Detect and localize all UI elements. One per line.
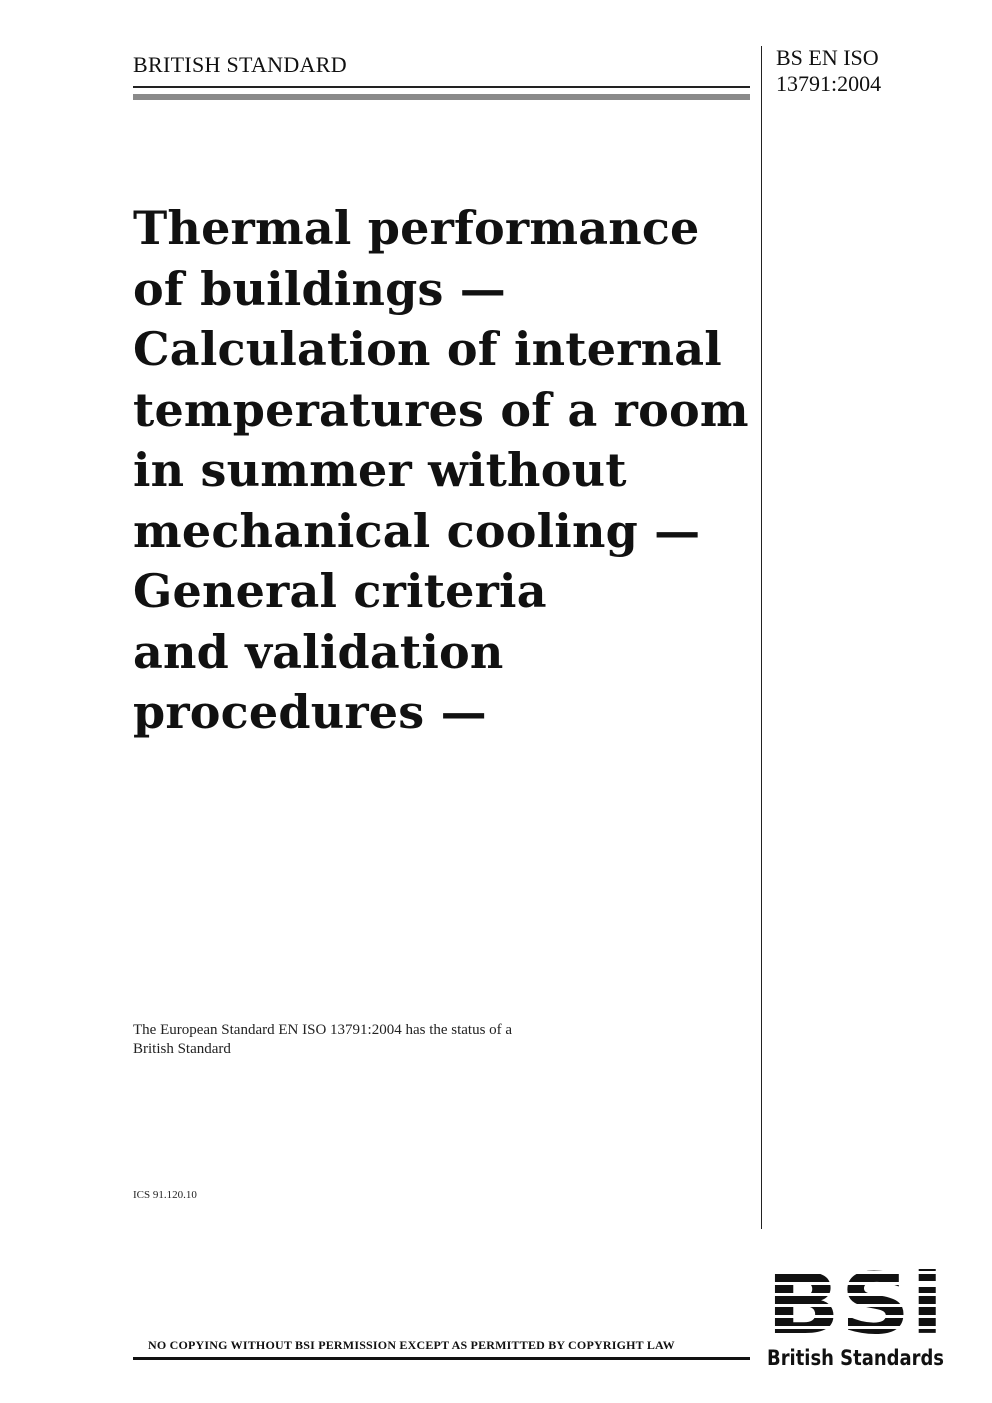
title-line: temperatures of a room — [133, 382, 749, 437]
status-note — [133, 1021, 512, 1059]
ics-code: ICS 91.120.10 — [133, 1189, 197, 1201]
header-divider — [133, 86, 750, 102]
document-number-line-1: BS EN ISO — [776, 45, 879, 70]
bsi-logo — [766, 1263, 946, 1373]
title-line: and validation — [133, 624, 504, 679]
footer-divider — [133, 1357, 750, 1360]
document-number — [776, 45, 881, 97]
title-line: of buildings — — [133, 261, 507, 316]
status-note-line-2: British Standard — [133, 1041, 231, 1057]
title-line: Calculation of internal — [133, 322, 722, 376]
standard-type-label: BRITISH STANDARD — [133, 52, 347, 77]
status-note-line-1: The European Standard EN ISO 13791:2004 has the status of a — [133, 1022, 513, 1038]
copyright-notice: NO COPYING WITHOUT BSI PERMISSION EXCEPT AS PERMITTED BY COPYRIGHT LAW — [148, 1338, 675, 1352]
title-line: mechanical cooling — — [133, 503, 701, 558]
header-divider-thick — [133, 94, 750, 100]
header-divider-thin — [133, 86, 750, 88]
title-line: General criteria — [133, 564, 547, 618]
title-line: Thermal performance — [133, 201, 700, 255]
title-line: procedures — — [133, 685, 487, 739]
title-line: in summer without — [133, 443, 627, 497]
bsi-logo-mark — [766, 1263, 946, 1335]
document-number-line-2: 13791:2004 — [776, 71, 882, 96]
document-title — [133, 198, 753, 743]
bsi-logo-caption: British Standards — [767, 1346, 944, 1370]
vertical-divider — [761, 46, 762, 1229]
